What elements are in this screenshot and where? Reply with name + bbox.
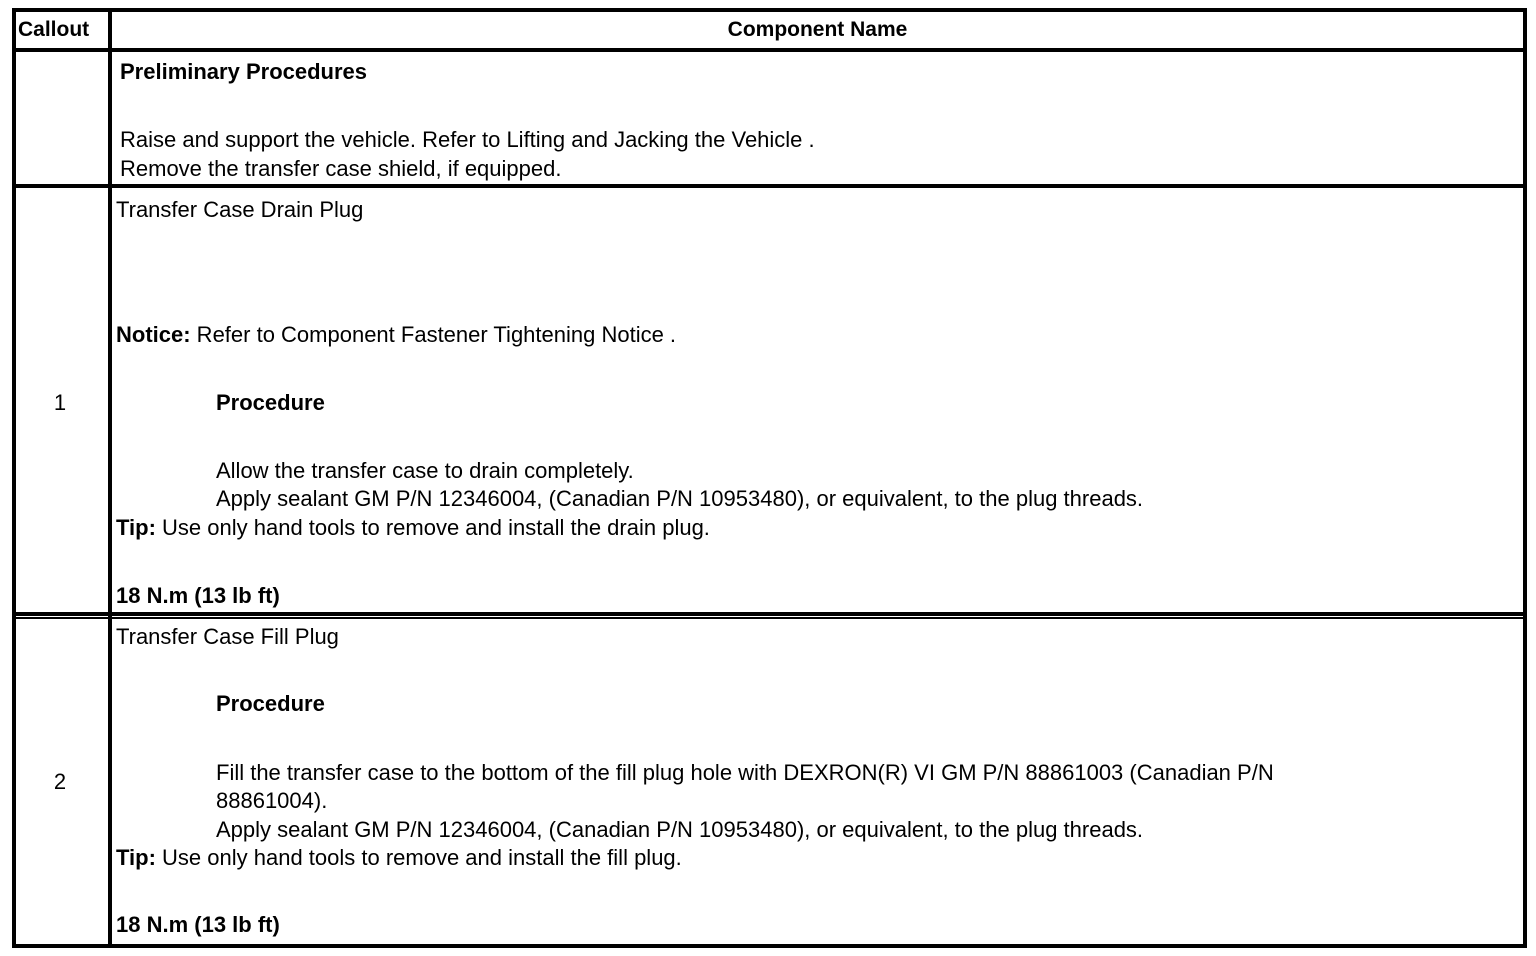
- row-2-name: Transfer Case Fill Plug: [116, 624, 339, 649]
- notice-text: Refer to Component Fastener Tightening Notice .: [190, 322, 677, 347]
- row-2-procedure-title: Procedure: [216, 691, 325, 716]
- notice-label: Notice:: [116, 322, 191, 347]
- preliminary-step-1: Raise and support the vehicle. Refer to Lifting and Jacking the Vehicle .: [120, 127, 815, 152]
- row-2-torque: 18 N.m (13 lb ft): [116, 912, 280, 937]
- tip-text: Use only hand tools to remove and install the drain plug.: [155, 515, 710, 540]
- callout-2: 2: [53, 769, 67, 794]
- table-border-right: [1523, 8, 1527, 948]
- tip-text: Use only hand tools to remove and install the fill plug.: [155, 845, 682, 870]
- row-divider-1: [12, 612, 1527, 616]
- callout-1: 1: [53, 390, 67, 415]
- row-1-procedure-step-1: Allow the transfer case to drain completely.: [216, 458, 634, 483]
- row-1-torque: 18 N.m (13 lb ft): [116, 583, 280, 608]
- row-1-procedure-title: Procedure: [216, 390, 325, 415]
- row-1-notice: [116, 321, 676, 349]
- row-divider-1b: [12, 617, 1527, 619]
- tip-label: Tip:: [116, 515, 156, 540]
- row-2-procedure-step-1-cont: 88861004).: [216, 788, 328, 813]
- table-border-left: [12, 8, 16, 948]
- preliminary-title: Preliminary Procedures: [120, 59, 368, 84]
- preliminary-step-2: Remove the transfer case shield, if equipped.: [120, 156, 562, 181]
- row-divider-preliminary: [12, 184, 1527, 188]
- procedure-table: [12, 8, 1527, 948]
- table-border-bottom: [12, 944, 1527, 948]
- row-2-tip: [116, 844, 682, 872]
- row-2-procedure-step-1: Fill the transfer case to the bottom of the fill plug hole with DEXRON(R) VI GM P/N 88861003 (Canadian P/N: [216, 760, 1274, 785]
- row-1-name: Transfer Case Drain Plug: [116, 197, 364, 222]
- header-callout: Callout: [18, 18, 90, 41]
- row-1-procedure-step-2: Apply sealant GM P/N 12346004, (Canadian P/N 10953480), or equivalent, to the plug threads.: [216, 486, 1144, 511]
- header-component-name: Component Name: [727, 18, 908, 41]
- tip-label: Tip:: [116, 845, 156, 870]
- column-divider: [108, 8, 112, 948]
- table-border-top: [12, 8, 1527, 12]
- row-2-procedure-step-2: Apply sealant GM P/N 12346004, (Canadian P/N 10953480), or equivalent, to the plug threads.: [216, 817, 1144, 842]
- header-divider: [12, 48, 1527, 52]
- row-1-tip: [116, 514, 710, 542]
